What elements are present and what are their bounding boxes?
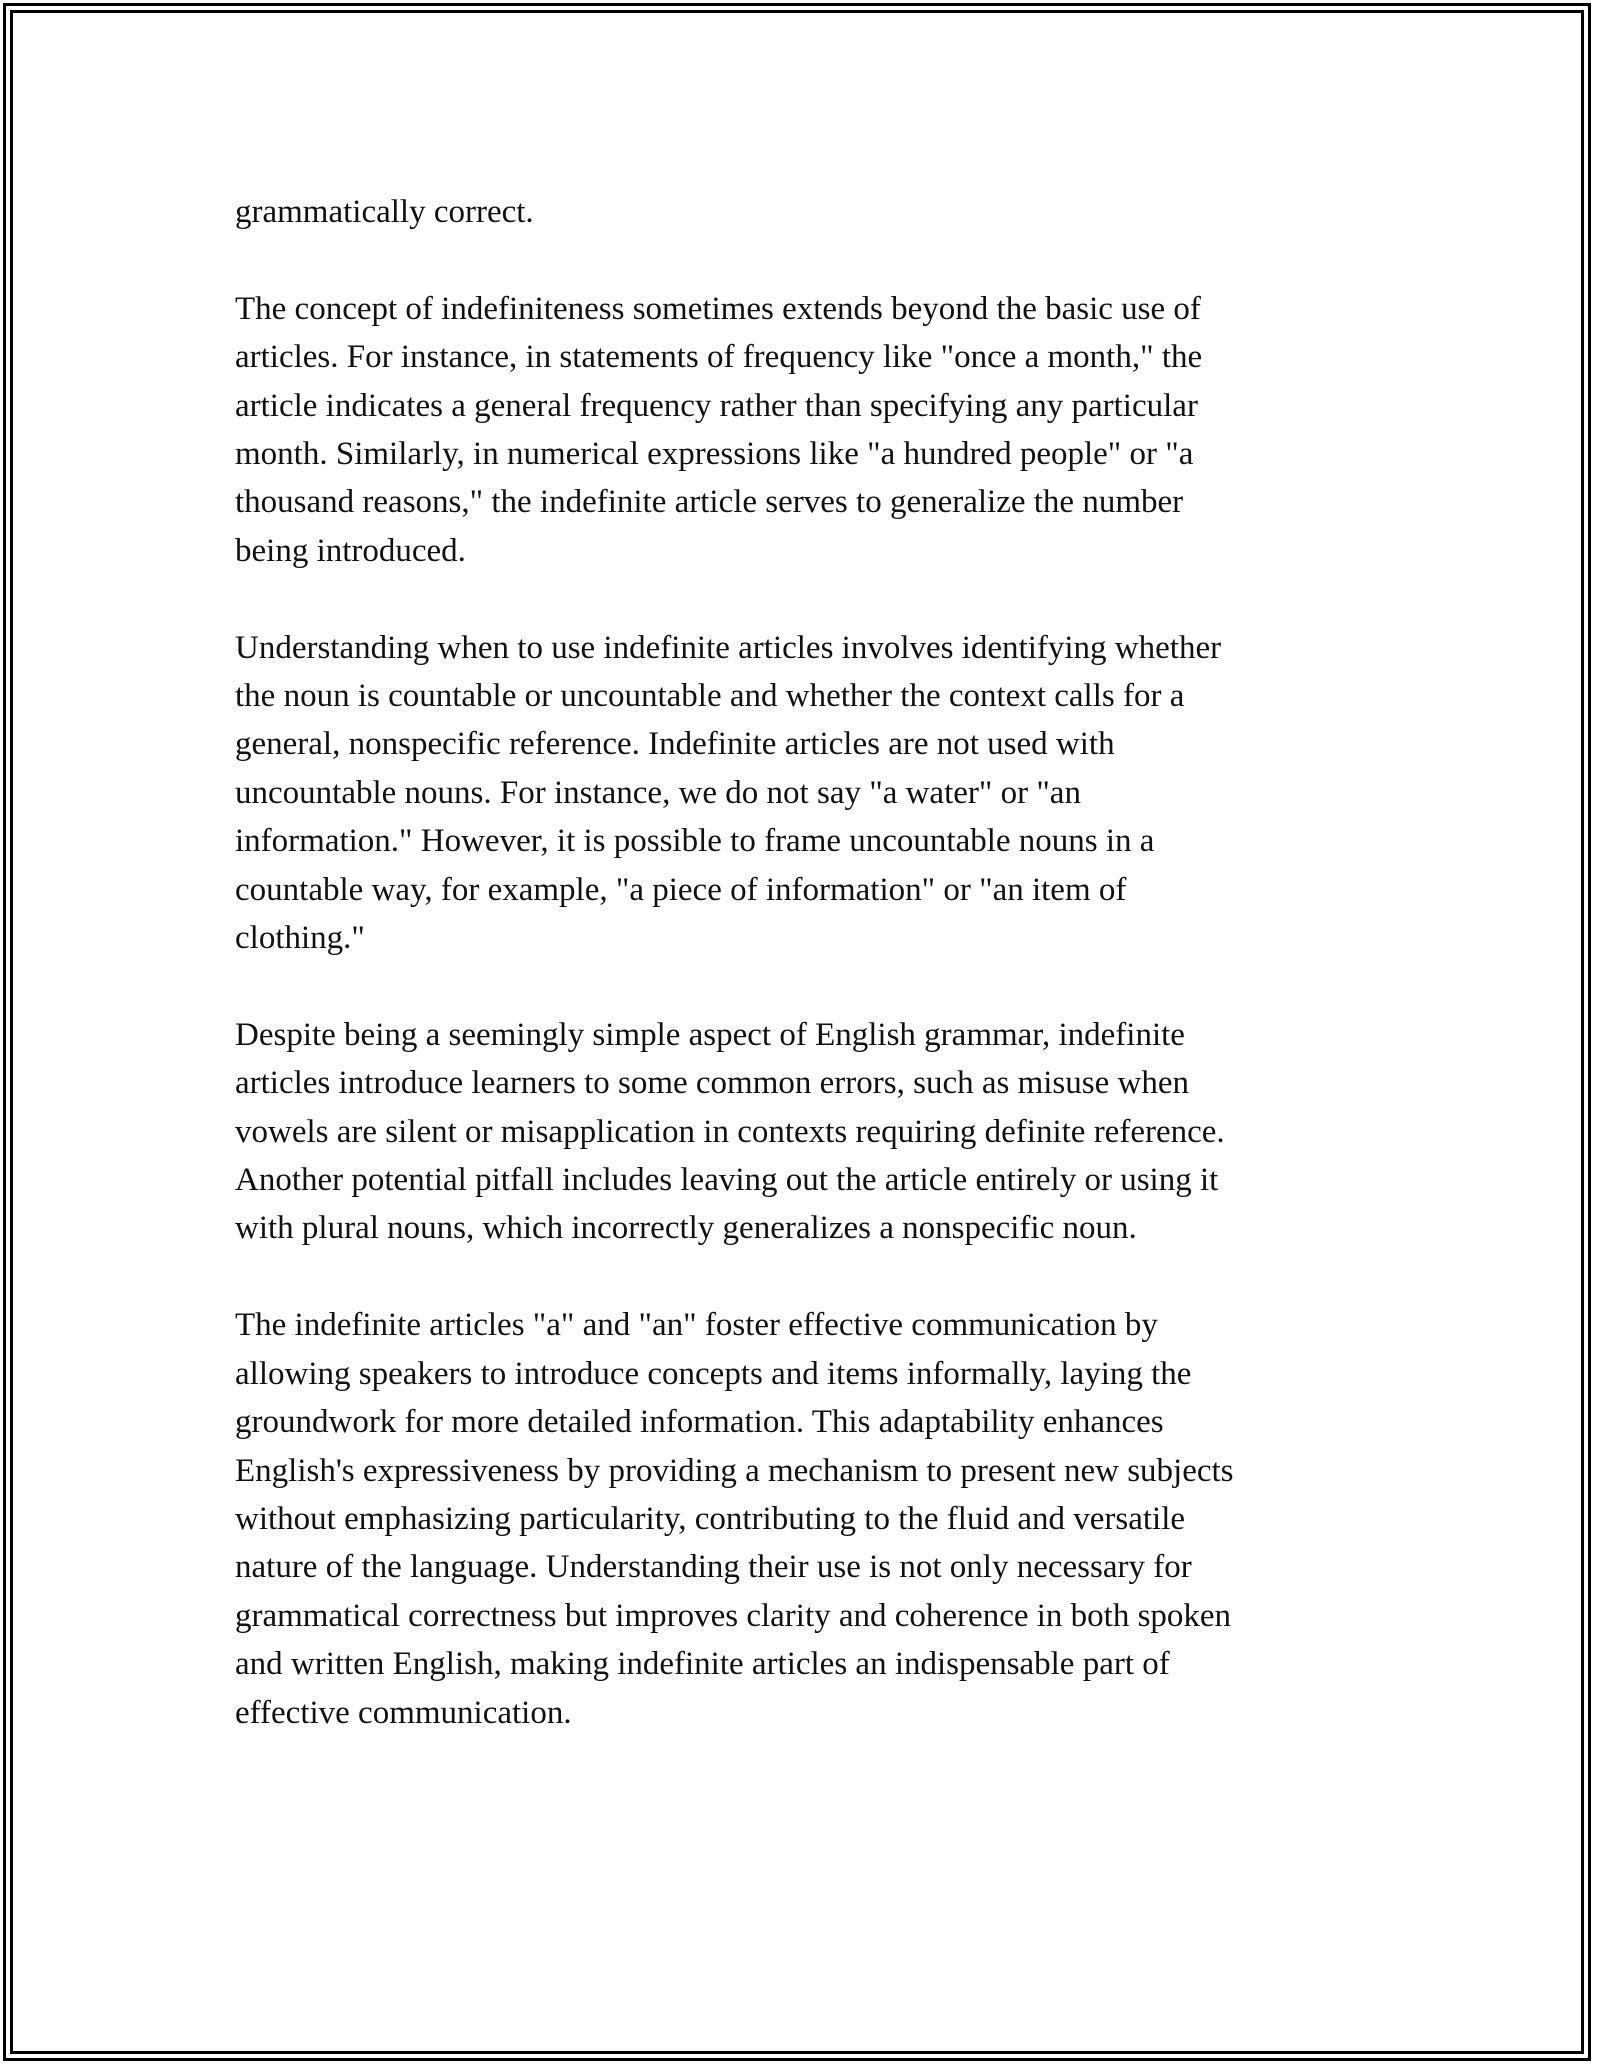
- paragraph-continuation: grammatically correct.: [235, 194, 534, 230]
- document-body: [235, 188, 1365, 1785]
- paragraph-indefiniteness-concept: The concept of indefiniteness sometimes extends beyond the basic use of articles. For instance, in statements of frequency like "once a month," the article indicates a general frequency rather than specifying any particular month. Similarly, in numerical expressions like "a hundred people" or "a thousand reasons," the indefinite article serves to generalize the number being introduced.: [235, 290, 1203, 569]
- paragraph-countable-uncountable: Understanding when to use indefinite articles involves identifying whether the noun is countable or uncountable and whether the context calls for a general, nonspecific reference. Indefinite articles are not used with uncountable nouns. For instance, we do not say "a water" or "an information." However, it is possible to frame uncountable nouns in a countable way, for example, "a piece of information" or "an item of clothing.": [235, 629, 1222, 957]
- paragraph-common-errors: Despite being a seemingly simple aspect of English grammar, indefinite articles introduce learners to some common errors, such as misuse when vowels are silent or misapplication in contexts requiring definite reference. Another potential pitfall includes leaving out the article entirely or using it with plural nouns, which incorrectly generalizes a nonspecific noun.: [235, 1016, 1225, 1247]
- paragraph-conclusion: The indefinite articles "a" and "an" foster effective communication by allowing speakers to introduce concepts and items informally, laying the groundwork for more detailed information. This adaptability enhances English's expressiveness by providing a mechanism to present new subjects without emphasizing particularity, contributing to the fluid and versatile nature of the language. Understanding their use is not only necessary for grammatical correctness but improves clarity and coherence in both spoken and written English, making indefinite articles an indispensable part of effective communication.: [235, 1307, 1234, 1731]
